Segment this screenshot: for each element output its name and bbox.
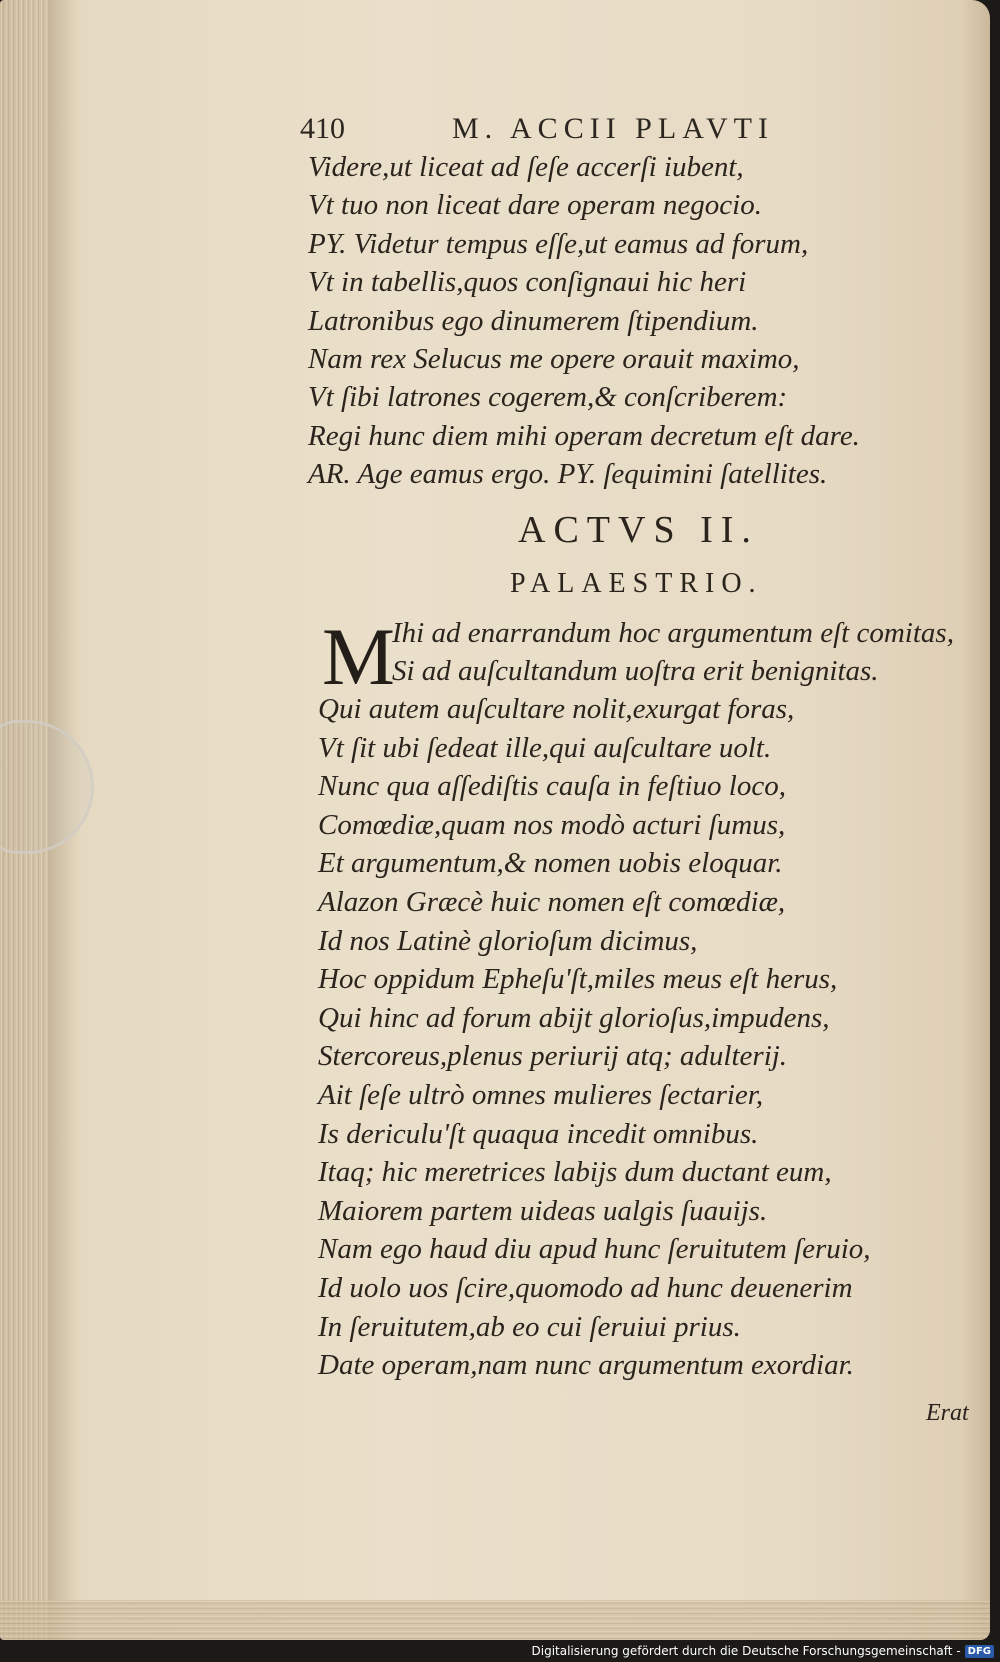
verse-line: Regi hunc diem mihi operam decretum eſt dare. [308,419,860,452]
dfg-logo: DFG [965,1645,994,1658]
verse-line: Et argumentum,& nomen uobis eloquar. [318,847,783,880]
verse-line: Comœdiæ,quam nos modò acturi ſumus, [318,808,786,841]
running-head: M. ACCII PLAVTI [452,112,774,145]
verse-line: Alazon Græcè huic nomen eſt comœdiæ, [318,885,786,918]
digitization-credit [532,1644,995,1658]
verse-line: Nam ego haud diu apud hunc ſeruitutem ſeruio, [318,1233,871,1266]
verse-line: Itaq; hic meretrices labijs dum ductant eum, [318,1156,832,1189]
verse-line: Vt in tabellis,quos conſignaui hic heri [308,266,747,299]
verse-line: In ſeruitutem,ab eo cui ſeruiui prius. [318,1310,741,1343]
verse-line: Si ad auſcultandum uoſtra erit benignitas. [392,655,879,688]
page-bottom-edges [0,1600,990,1640]
verse-line: Ihi ad enarrandum hoc argumentum eſt comitas, [392,617,954,649]
verse-line: Latronibus ego dinumerem ſtipendium. [308,304,759,337]
verse-line: PY. Videtur tempus eſſe,ut eamus ad forum, [308,227,809,260]
speaker-name: PALAESTRIO. [510,568,763,599]
verse-line: Maiorem partem uideas ualgis ſuauijs. [318,1194,768,1227]
verse-line: Ait ſeſe ultrò omnes mulieres ſectarier, [318,1078,764,1111]
verse-line: AR. Age eamus ergo. PY. ſequimini ſatellites. [308,458,828,491]
dropcap-verses [392,614,954,691]
verse-line: Is dericulu'ſt quaqua incedit omnibus. [318,1117,759,1150]
verse-line: Vt ſit ubi ſedeat ille,qui auſcultare uolt. [318,731,772,764]
verse-line: Id nos Latinè glorioſum dicimus, [318,924,698,957]
verse-line: Date operam,nam nunc argumentum exordiar. [318,1349,854,1382]
body-verses [318,690,871,1385]
verse-line: Qui hinc ad forum abijt glorioſus,impudens, [318,1001,830,1034]
verse-line: Id uolo uos ſcire,quomodo ad hunc deuenerim [318,1271,853,1304]
verse-line: Videre,ut liceat ad ſeſe accerſi iubent, [308,151,744,183]
verse-line: Vt ſibi latrones cogerem,& conſcriberem: [308,381,788,414]
act-title: ACTVS II. [518,509,759,551]
verse-line: Hoc oppidum Epheſu'ſt,miles meus eſt herus, [318,963,838,996]
drop-cap: M [322,611,395,702]
opening-verses [308,148,860,494]
verse-line: Nam rex Selucus me opere orauit maximo, [308,343,800,376]
verse-line: Stercoreus,plenus periurij atq; adulterij. [318,1040,788,1073]
folio-number: 410 [300,112,345,145]
verse-line: Vt tuo non liceat dare operam negocio. [308,189,762,222]
catchword: Erat [926,1400,969,1426]
verse-line: Nunc qua aſſediſtis cauſa in feſtiuo loco, [318,770,786,803]
credit-text: Digitalisierung gefördert durch die Deutsche Forschungsgemeinschaft - [531,1644,961,1658]
verse-line: Qui autem auſcultare nolit,exurgat foras, [318,693,795,725]
